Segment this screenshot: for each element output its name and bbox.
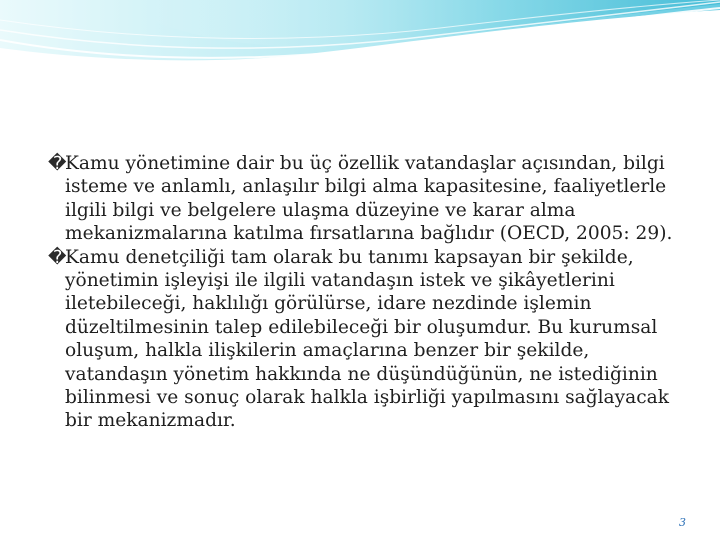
bullet-item (48, 246, 682, 433)
bullet-item (48, 152, 682, 246)
page-number: 3 (679, 516, 686, 529)
bullet-glyph: � (48, 153, 67, 174)
slide-body (48, 152, 682, 433)
header-wave-decoration (0, 0, 720, 70)
bullet-text: Kamu yönetimine dair bu üç özellik vatandaşlar açısından, bilgi isteme ve anlamlı, anlaşılır bilgi alma kapasitesine, faaliyetlerle ilgili bilgi ve belgelere ulaşma düzeyine ve karar alma mekanizmalarına katılma fırsatlarına bağlıdır (OECD, 2005: 29). (65, 153, 673, 245)
bullet-glyph: � (48, 246, 67, 268)
bullet-text: Kamu denetçiliği tam olarak bu tanımı kapsayan bir şekilde, yönetimin işleyişi ile ilgili vatandaşın istek ve şikâyetlerini iletebileceği, haklılığı görülürse, idare nezdinde işlemin düzeltilmesinin talep edilebileceği bir oluşumdur. Bu kurumsal oluşum, halkla ilişkilerin amaçlarına benzer bir şekilde, vatandaşın yönetim hakkında ne düşündüğünün, ne istediğinin bilinmesi ve sonuç olarak halkla işbirliği yapılmasını sağlayacak bir mekanizmadır. (65, 246, 669, 432)
